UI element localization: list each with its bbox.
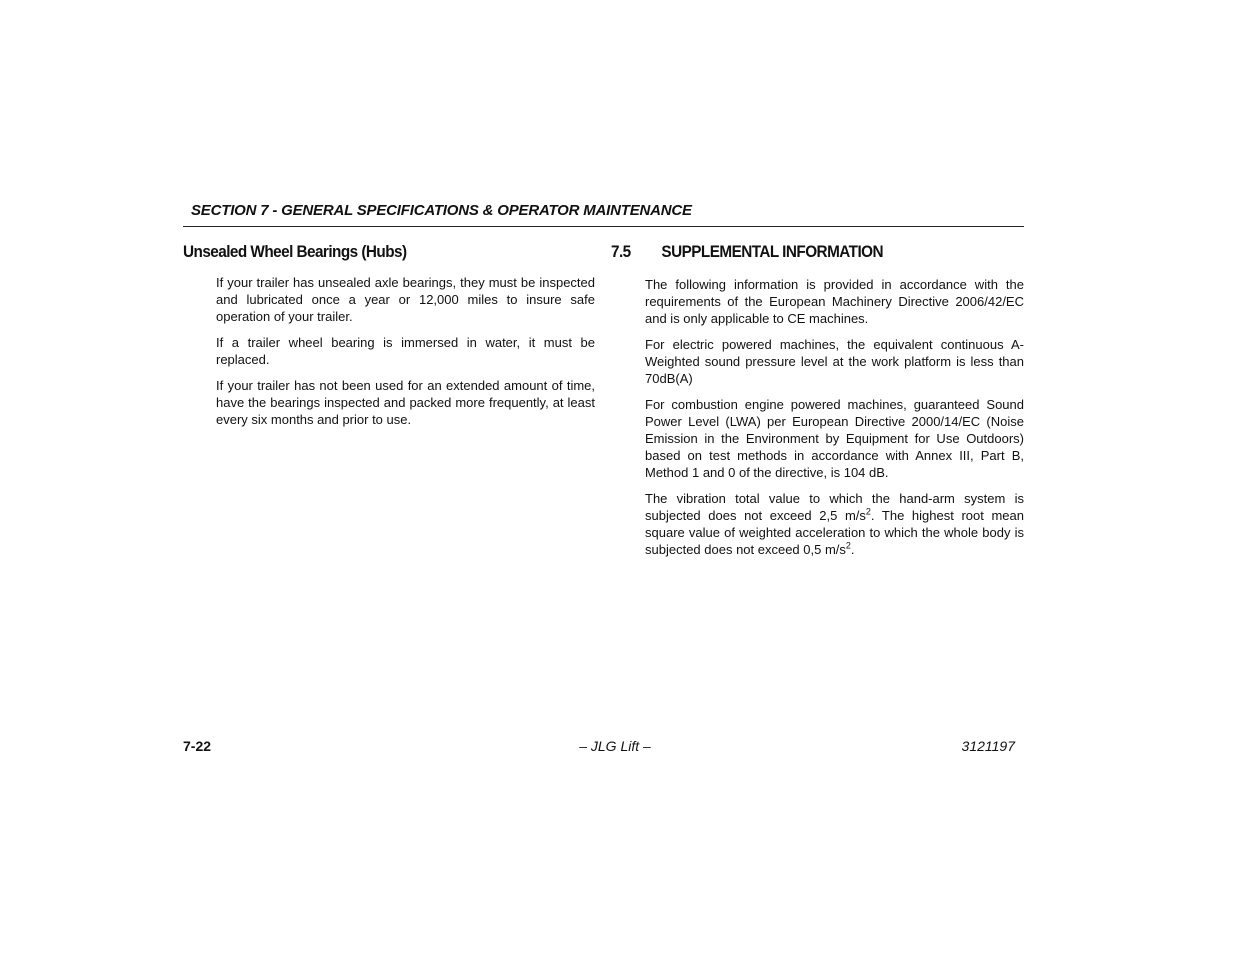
vibration-paragraph bbox=[645, 490, 1024, 558]
vibration-text-part2: . The highest root mean square value of weighted acceleration to which the whole body is subjected does not exceed 0,5 m/s bbox=[645, 508, 1024, 557]
vibration-text-part1: The vibration total value to which the hand-arm system is subjected does not exceed 2,5 m/s bbox=[645, 491, 1024, 523]
body-paragraph: If your trailer has unsealed axle bearings, they must be inspected and lubricated once a year or 12,000 miles to insure safe operation of your trailer. bbox=[216, 275, 595, 324]
unsealed-wheel-bearings-heading: Unsealed Wheel Bearings (Hubs) bbox=[183, 242, 407, 261]
header-divider bbox=[183, 226, 1024, 227]
section-number: 7.5 bbox=[611, 242, 631, 261]
footer-brand: – JLG Lift – bbox=[579, 738, 651, 754]
body-paragraph: If your trailer has not been used for an extended amount of time, have the bearings inspected and packed more frequently, at least every six months and prior to use. bbox=[216, 378, 595, 427]
body-paragraph: For electric powered machines, the equivalent continuous A-Weighted sound pressure level at the work platform is less than 70dB(A) bbox=[645, 337, 1024, 386]
page-number: 7-22 bbox=[183, 738, 212, 754]
supplemental-information-body bbox=[645, 276, 1024, 567]
section-header-title: SECTION 7 - GENERAL SPECIFICATIONS & OPERATOR MAINTENANCE bbox=[191, 202, 692, 219]
unsealed-wheel-bearings-body bbox=[216, 274, 595, 437]
body-paragraph: For combustion engine powered machines, guaranteed Sound Power Level (LWA) per European Directive 2000/14/EC (Noise Emission in the Environment by Equipment for Use Outdoors) based on test methods in accordance with Annex III, Part B, Method 1 and 0 of the directive, is 104 dB. bbox=[645, 397, 1024, 480]
superscript-exponent: 2 bbox=[845, 540, 851, 551]
vibration-text-part3: . bbox=[850, 542, 855, 557]
body-paragraph: If a trailer wheel bearing is immersed in water, it must be replaced. bbox=[216, 335, 595, 367]
supplemental-information-heading bbox=[611, 242, 883, 262]
section-heading-text: SUPPLEMENTAL INFORMATION bbox=[661, 242, 884, 261]
body-paragraph: The following information is provided in accordance with the requirements of the European Machinery Directive 2006/42/EC and is only applicable to CE machines. bbox=[645, 277, 1024, 326]
document-number: 3121197 bbox=[961, 738, 1015, 754]
superscript-exponent: 2 bbox=[865, 506, 871, 517]
